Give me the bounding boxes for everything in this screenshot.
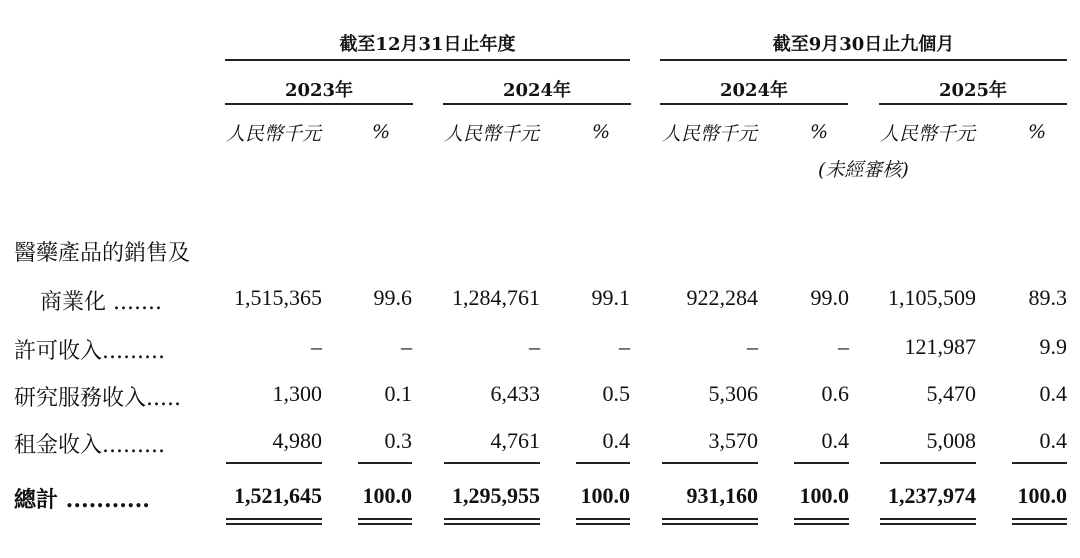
total-percent: 100.0 — [362, 483, 412, 508]
total-double-rule — [880, 523, 976, 525]
total-double-rule — [1012, 518, 1067, 520]
total-double-rule — [226, 518, 322, 520]
cell-percent: 9.9 — [1039, 334, 1067, 359]
total-double-rule — [576, 523, 630, 525]
cell-percent: 0.5 — [602, 381, 630, 406]
cell-percent: 0.4 — [602, 428, 630, 453]
cell-percent: 99.6 — [373, 285, 412, 310]
total-percent: 100.0 — [580, 483, 630, 508]
year-header-2024: 2024年 — [502, 80, 572, 101]
total-double-rule — [794, 518, 849, 520]
percent-unit: % — [372, 121, 391, 143]
currency-unit: 人民幣千元 — [880, 123, 976, 145]
unaudited-note: (未經審核) — [818, 159, 909, 181]
percent-unit: % — [1028, 121, 1047, 143]
subtotal-rule — [1012, 462, 1067, 464]
cell-value: – — [311, 334, 322, 359]
total-value: 1,521,645 — [234, 483, 322, 508]
percent-unit: % — [592, 121, 611, 143]
total-double-rule — [880, 518, 976, 520]
subtotal-rule — [880, 462, 976, 464]
cell-value: 5,470 — [926, 381, 976, 406]
subtotal-rule — [358, 462, 412, 464]
cell-value: 3,570 — [708, 428, 758, 453]
subtotal-rule — [662, 462, 758, 464]
row-label-research-services: 研究服務收入..... — [14, 386, 181, 411]
total-percent: 100.0 — [799, 483, 849, 508]
total-value: 1,295,955 — [452, 483, 540, 508]
cell-percent: 99.1 — [591, 285, 630, 310]
cell-percent: 0.4 — [1039, 381, 1067, 406]
cell-value: 4,980 — [272, 428, 322, 453]
cell-percent: – — [401, 334, 412, 359]
group-header-nine-months: 截至9月30日止九個月 — [772, 34, 955, 55]
cell-percent: 0.1 — [384, 381, 412, 406]
cell-value: 121,987 — [904, 334, 976, 359]
cell-value: 1,284,761 — [452, 285, 540, 310]
cell-percent: 0.3 — [384, 428, 412, 453]
cell-percent: 0.4 — [821, 428, 849, 453]
year-underline-2023 — [225, 103, 413, 105]
total-percent: 100.0 — [1017, 483, 1067, 508]
cell-value: – — [529, 334, 540, 359]
percent-unit: % — [810, 121, 829, 143]
total-double-rule — [576, 518, 630, 520]
currency-unit: 人民幣千元 — [444, 123, 540, 145]
year-underline-2025 — [879, 103, 1067, 105]
cell-value: 6,433 — [490, 381, 540, 406]
group-header-full-year: 截至12月31日止年度 — [339, 34, 516, 55]
row-label-rental-income: 租金收入......... — [14, 433, 165, 458]
cell-percent: 89.3 — [1028, 285, 1067, 310]
cell-percent: – — [838, 334, 849, 359]
cell-value: 4,761 — [490, 428, 540, 453]
total-double-rule — [1012, 523, 1067, 525]
total-double-rule — [358, 523, 412, 525]
subtotal-rule — [226, 462, 322, 464]
subtotal-rule — [794, 462, 849, 464]
cell-value: 1,105,509 — [888, 285, 976, 310]
group-underline-nine-months — [660, 59, 1067, 61]
total-double-rule — [662, 518, 758, 520]
cell-percent: 0.6 — [821, 381, 849, 406]
cell-value: 1,300 — [272, 381, 322, 406]
total-double-rule — [444, 518, 540, 520]
group-underline-full-year — [225, 59, 630, 61]
row-label-total: 總計 ........... — [14, 487, 150, 513]
year-header-2024-nine-months: 2024年 — [719, 80, 789, 101]
cell-value: 1,515,365 — [234, 285, 322, 310]
cell-value: 5,306 — [708, 381, 758, 406]
total-double-rule — [226, 523, 322, 525]
year-header-2023: 2023年 — [284, 80, 354, 101]
total-double-rule — [358, 518, 412, 520]
year-underline-2024 — [443, 103, 631, 105]
total-value: 1,237,974 — [888, 483, 976, 508]
currency-unit: 人民幣千元 — [226, 123, 322, 145]
row-label-commercialization: 商業化 ....... — [40, 290, 162, 315]
row-label-pharma-sales: 醫藥產品的銷售及 — [14, 241, 191, 266]
total-value: 931,160 — [686, 483, 758, 508]
cell-value: 922,284 — [686, 285, 758, 310]
cell-value: 5,008 — [926, 428, 976, 453]
currency-unit: 人民幣千元 — [662, 123, 758, 145]
year-header-2025: 2025年 — [938, 80, 1008, 101]
total-double-rule — [794, 523, 849, 525]
cell-percent: – — [619, 334, 630, 359]
subtotal-rule — [444, 462, 540, 464]
total-double-rule — [444, 523, 540, 525]
cell-value: – — [747, 334, 758, 359]
cell-percent: 0.4 — [1039, 428, 1067, 453]
year-underline-2024-nine-months — [660, 103, 848, 105]
row-label-license-income: 許可收入......... — [14, 339, 165, 364]
subtotal-rule — [576, 462, 630, 464]
total-double-rule — [662, 523, 758, 525]
cell-percent: 99.0 — [810, 285, 849, 310]
